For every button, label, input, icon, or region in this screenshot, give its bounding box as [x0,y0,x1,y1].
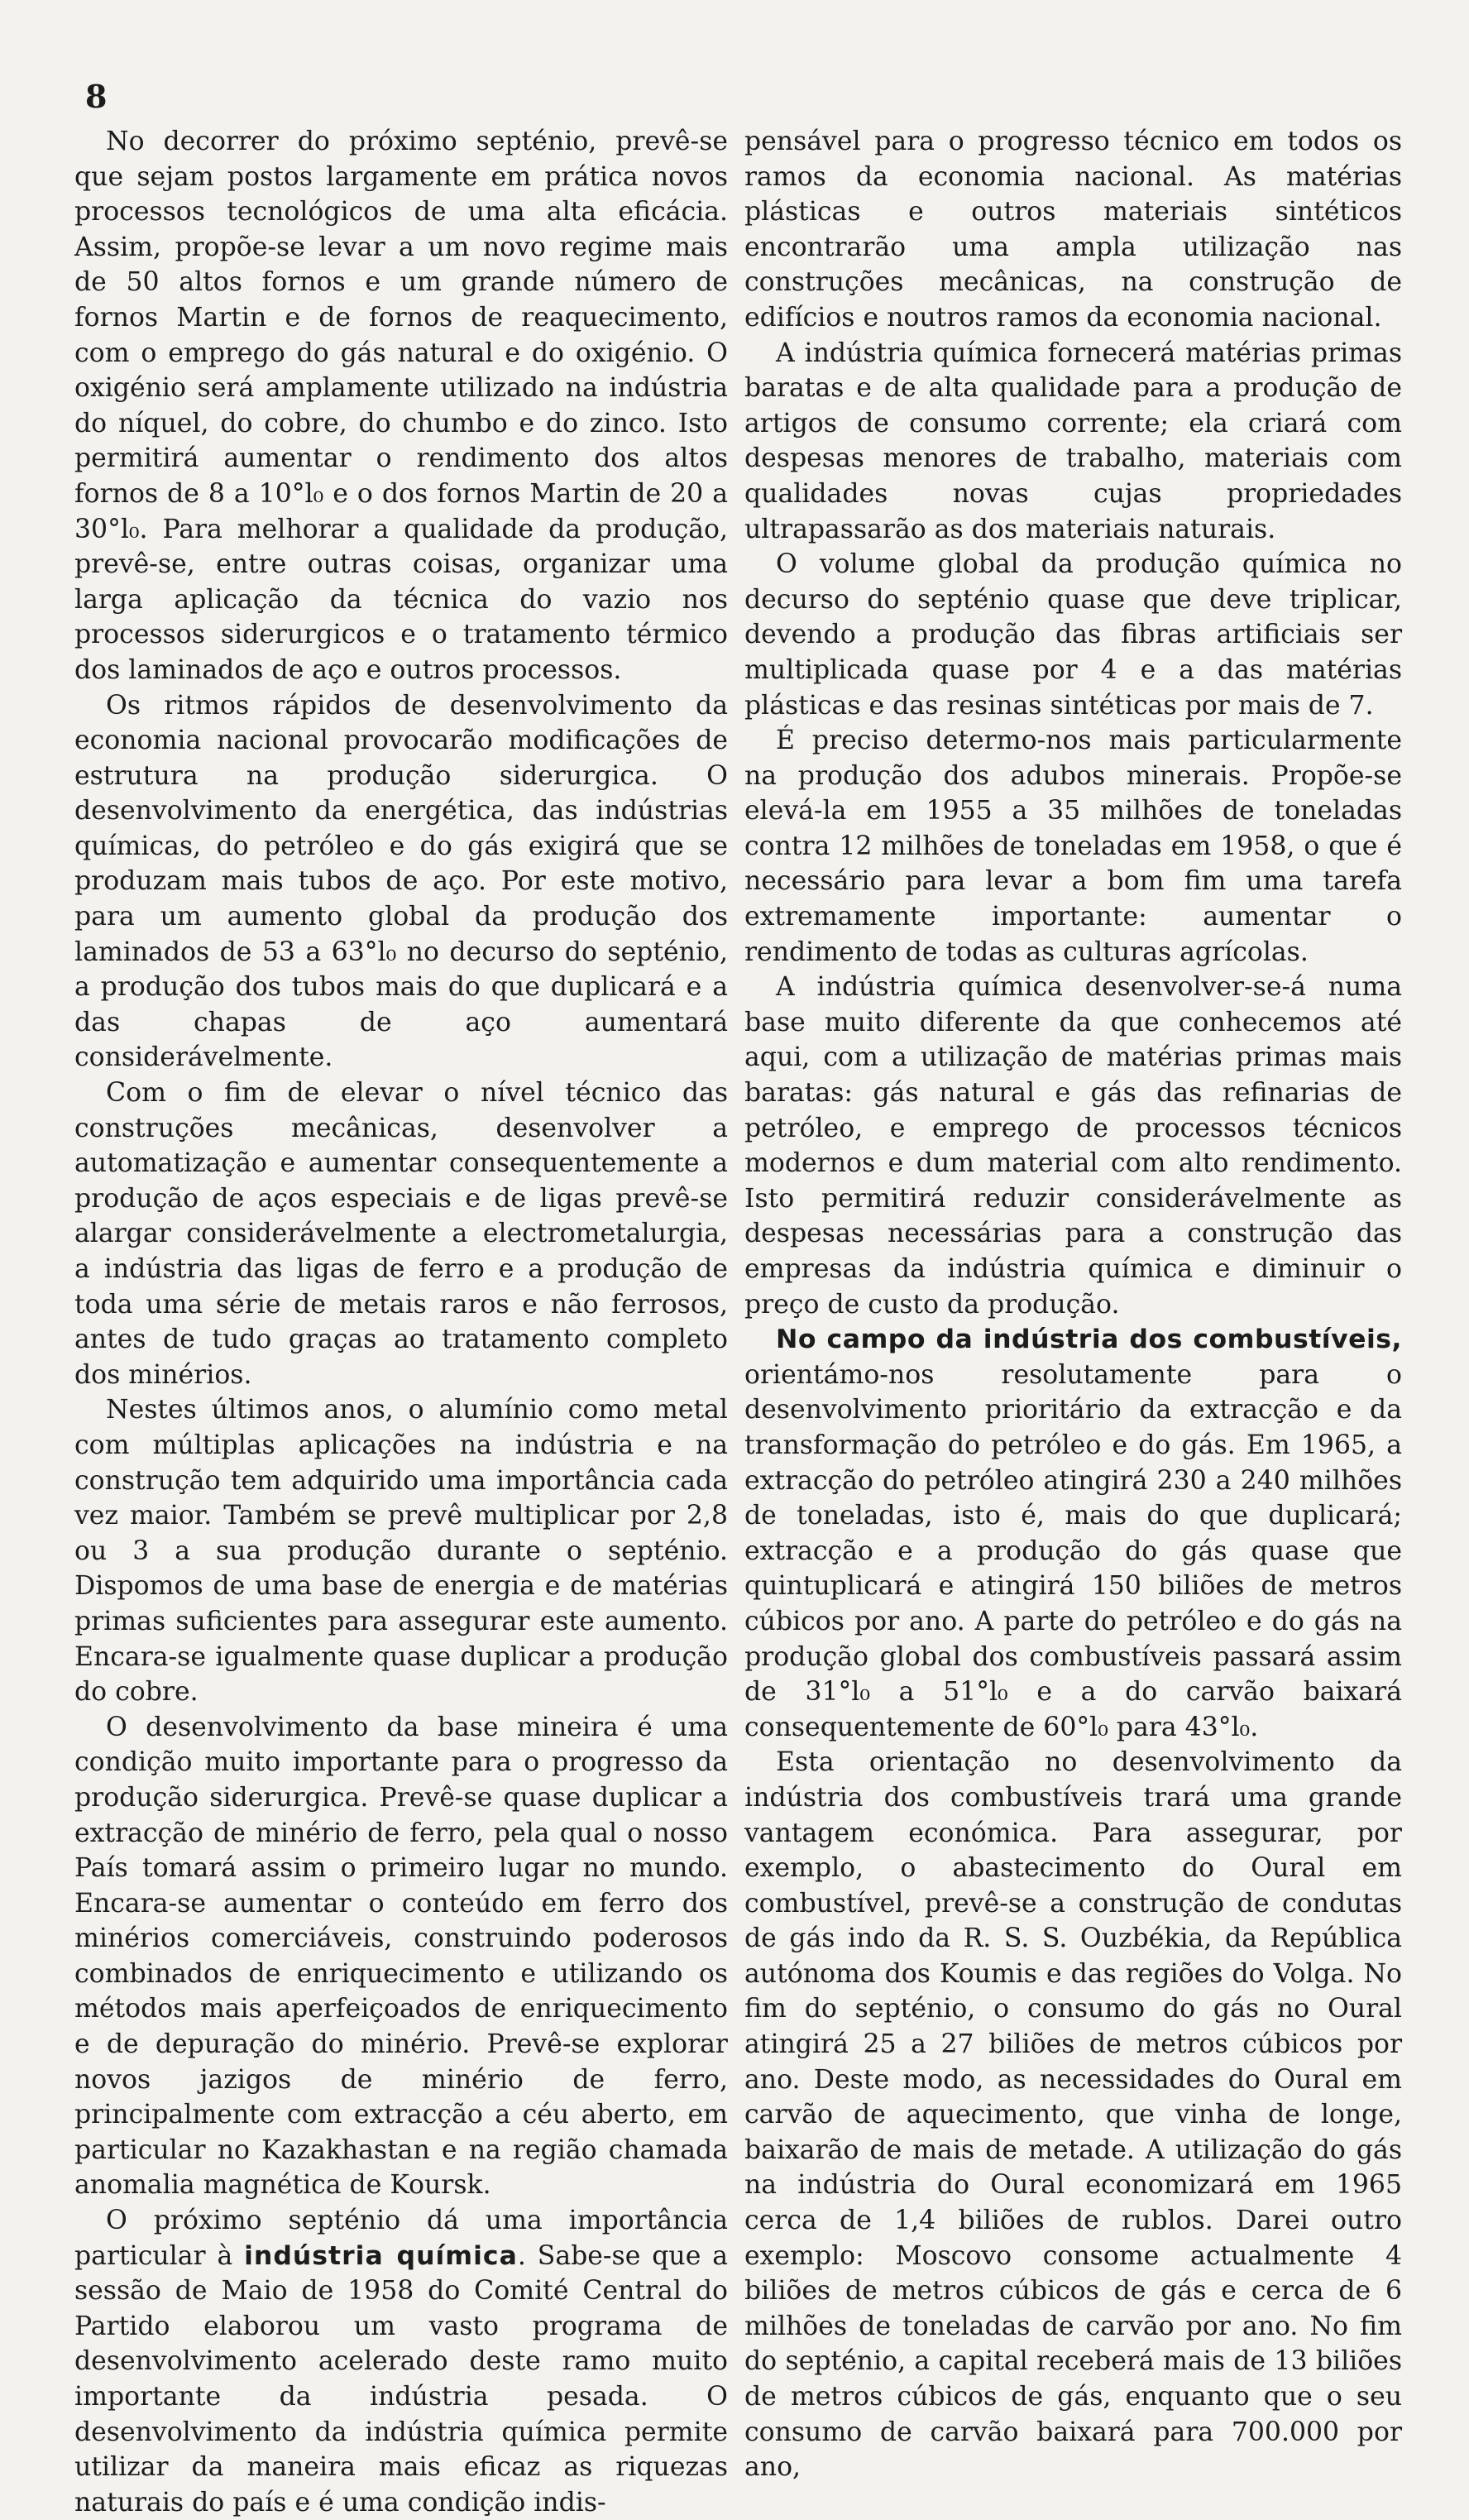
paragraph: Nestes últimos anos, o alumínio como metal com múltiplas aplicações na indústria e na construção tem adquirido uma importância cada vez maior. Também se prevê multiplicar por 2,8 ou 3 a sua produção durante o septénio. Dispomos de uma base de energia e de matérias primas suficientes para assegurar este aumento. Encara-se igualmente quase duplicar a produção do cobre. [74,1395,728,1708]
paragraph-text: orientámo-nos resolutamente para o desenvolvimento prioritário da extracção e da transformação do petróleo e do gás. Em 1965, a extracção do petróleo atingirá 230 a 240 milhões de toneladas, isto é, mais do que duplicará; extracção e a produção do gás quase que quintuplicará e atingirá 150 biliões de metros cúbicos por ano. A parte do petróleo e do gás na produção global dos combustíveis passará assim de 31°l₀ a 51°l₀ e a do carvão baixará consequentemente de 60°l₀ para 43°l₀. [744,1359,1402,1742]
paragraph: A indústria química fornecerá matérias primas baratas e de alta qualidade para a produção de artigos de consumo corrente; ela criará com despesas menores de trabalho, materiais com qualidades novas cujas propriedades ultrapassarão as dos materiais naturais. [744,338,1402,544]
emphasis-term: indústria química [244,2240,518,2271]
paragraph-text: O próximo septénio dá uma importância particular à [74,2206,728,2271]
paragraph-text: . Sabe-se que a sessão de Maio de 1958 do Comité Central do Partido elaborou um vasto programa de desenvolvimento acelerado deste ramo muito importante da indústria pesada. O desenvolvimento da indústria química permite utilizar da maneira mais eficaz as riquezas naturais do país e é uma condição indis- [74,2240,728,2518]
paragraph: O desenvolvimento da base mineira é uma condição muito importante para o progresso da produção siderurgica. Prevê-se quase duplicar a extracção de minério de ferro, pela qual o nosso País tomará assim o primeiro lugar no mundo. Encara-se aumentar o conteúdo em ferro dos minérios comerciáveis, construindo poderosos combinados de enriquecimento e utilizando os métodos mais aperfeiçoados de enriquecimento e de depuração do minério. Prevê-se explorar novos jazigos de minério de ferro, principalmente com extracção a céu aberto, em particular no Kazakhastan e na região chamada anomalia magnética de Koursk. [74,1712,728,2201]
paragraph: É preciso determo-nos mais particularmente na produção dos adubos minerais. Propõe-se elevá-la em 1955 a 35 milhões de toneladas contra 12 milhões de toneladas em 1958, o que é necessário para levar a bom fim uma tarefa extremamente importante: aumentar o rendimento de todas as culturas agrícolas. [744,726,1402,967]
paragraph: Esta orientação no desenvolvimento da indústria dos combustíveis trará uma grande vantagem económica. Para assegurar, por exemplo, o abastecimento do Oural em combustível, prevê-se a construção de condutas de gás indo da R. S. S. Ouzbékia, da República autónoma dos Koumis e das regiões do Volga. No fim do septénio, o consumo do gás no Oural atingirá 25 a 27 biliões de metros cúbicos por ano. Deste modo, as necessidades do Oural em carvão de aquecimento, que vinha de longe, baixarão de mais de metade. A utilização do gás na indústria do Oural economizará em 1965 cerca de 1,4 biliões de rublos. Darei outro exemplo: Moscovo consome actualmente 4 biliões de metros cúbicos de gás e cerca de 6 milhões de toneladas de carvão por ano. No fim do septénio, a capital receberá mais de 13 biliões de metros cúbicos de gás, enquanto que o seu consumo de carvão baixará para 700.000 por ano, [744,1747,1402,2483]
paragraph [744,1322,1402,1745]
paragraph: Com o fim de elevar o nível técnico das construções mecânicas, desenvolver a automatização e aumentar consequentemente a produção de aços especiais e de ligas prevê-se alargar considerávelmente a electrometalurgia, a indústria das ligas de ferro e a produção de toda uma série de metais raros e não ferrosos, antes de tudo graças ao tratamento completo dos minérios. [74,1078,728,1390]
left-column [74,124,728,2518]
paragraph: A indústria química desenvolver-se-á numa base muito diferente da que conhecemos até aqui, com a utilização de matérias primas mais baratas: gás natural e gás das refinarias de petróleo, e emprego de processos técnicos modernos e dum material com alto rendimento. Isto permitirá reduzir considerávelmente as despesas necessárias para a construção das empresas da indústria química e diminuir o preço de custo da produção. [744,972,1402,1320]
paragraph: pensável para o progresso técnico em todos os ramos da economia nacional. As matérias plásticas e outros materiais sintéticos encontrarão uma ampla utilização nas construções mecânicas, na construção de edifícios e noutros ramos da economia nacional. [744,127,1402,333]
right-column [744,124,1402,2483]
paragraph: Os ritmos rápidos de desenvolvimento da economia nacional provocarão modificações de estrutura na produção siderurgica. O desenvolvimento da energética, das indústrias químicas, do petróleo e do gás exigirá que se produzam mais tubos de aço. Por este motivo, para um aumento global da produção dos laminados de 53 a 63°l₀ no decurso do septénio, a produção dos tubos mais do que duplicará e a das chapas de aço aumentará considerávelmente. [74,690,728,1073]
paragraph: No decorrer do próximo septénio, prevê-se que sejam postos largamente em prática novos processos tecnológicos de uma alta eficácia. Assim, propõe-se levar a um novo regime mais de 50 altos fornos e um grande número de fornos Martin e de fornos de reaquecimento, com o emprego do gás natural e do oxigénio. O oxigénio será amplamente utilizado na indústria do níquel, do cobre, do chumbo e do zinco. Isto permitirá aumentar o rendimento dos altos fornos de 8 a 10°l₀ e o dos fornos Martin de 20 a 30°l₀. Para melhorar a qualidade da produção, prevê-se, entre outras coisas, organizar uma larga aplicação da técnica do vazio nos processos siderurgicos e o tratamento térmico dos laminados de aço e outros processos. [74,127,728,685]
section-heading: No campo da indústria dos combustíveis, [776,1325,1402,1355]
paragraph [74,2203,728,2520]
page-number: 8 [85,78,108,115]
paragraph: O volume global da produção química no decurso do septénio quase que deve triplicar, devendo a produção das fibras artificiais ser multiplicada quase por 4 e a das matérias plásticas e das resinas sintéticas por mais de 7. [744,549,1402,721]
